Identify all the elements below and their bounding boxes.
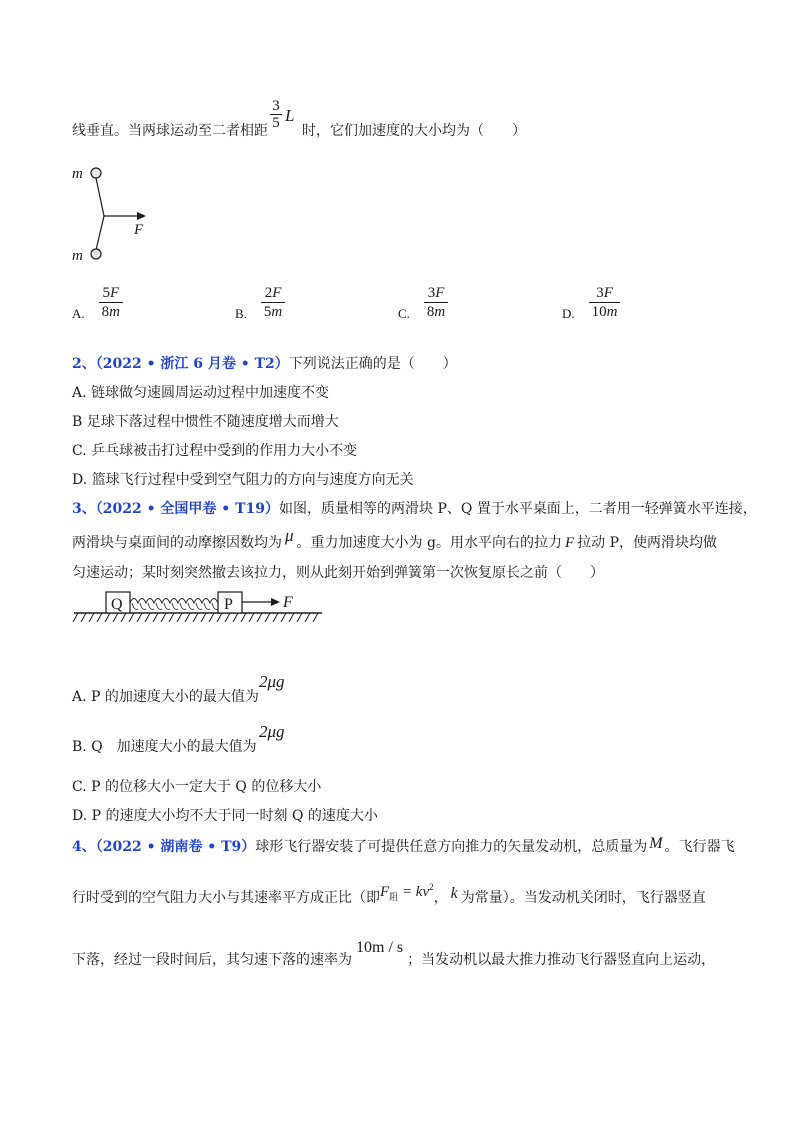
q1-force-label: F <box>134 222 144 238</box>
q4-formula-sub: 阻 <box>389 892 399 902</box>
q2-header <box>72 355 457 373</box>
q1-option-c-num-var: F <box>435 284 445 301</box>
q4-speed: 10m / s <box>356 939 404 956</box>
q3-stem-2c: 拉动 P，使两滑块均做 <box>577 535 718 551</box>
q3-source: （2022 • 全国甲卷 • T19） <box>95 501 280 517</box>
q1-option-a-den-var: m <box>109 303 120 320</box>
q1-mass-top-label: m <box>72 166 83 182</box>
q1-option-c[interactable] <box>398 282 450 322</box>
q1-option-d[interactable] <box>562 282 622 322</box>
q4-comma: ， <box>433 890 448 906</box>
q1-ball-bottom <box>91 249 101 259</box>
q3-force-label: F <box>283 594 293 611</box>
q1-distance-fraction <box>270 98 282 131</box>
q1-option-c-fraction <box>424 284 448 321</box>
q4-k-symbol: k <box>450 885 458 902</box>
q4-source: （2022 • 湖南卷 • T9） <box>95 839 256 855</box>
q4-number: 4、 <box>72 839 96 855</box>
q3-header <box>72 500 757 518</box>
q1-option-b-num-var: F <box>272 284 282 301</box>
q1-option-d-letter: D. <box>562 306 575 321</box>
q4-mass-symbol: M <box>649 835 663 852</box>
q1-option-a-num-var: F <box>109 284 120 301</box>
q4-formula-F: F <box>380 884 390 900</box>
q4-formula <box>380 884 434 900</box>
q1-option-d-fraction <box>589 284 621 321</box>
q3-number: 3、 <box>72 501 96 517</box>
q4-stem-2b: 为常量）。当发动机关闭时，飞行器竖直 <box>460 890 706 906</box>
q3-block-p-label: P <box>224 596 233 613</box>
q3-option-a[interactable] <box>72 688 259 706</box>
q1-option-a[interactable] <box>72 282 125 322</box>
q1-figure-lines <box>96 178 146 250</box>
q4-stem-1b: 。飞行器飞 <box>664 839 735 855</box>
q2-option-b[interactable]: B 足球下落过程中惯性不随速度增大而增大 <box>72 414 339 430</box>
q4-formula-sup: 2 <box>429 882 434 892</box>
q1-fraction-denominator: 5 <box>272 115 280 131</box>
q3-option-b[interactable] <box>72 738 257 756</box>
q3-force-arrow <box>271 598 280 606</box>
q4-stem-line3 <box>72 939 716 969</box>
q3-option-b-text: B. Q 加速度大小的最大值为 <box>72 739 257 755</box>
q3-spring <box>130 599 222 604</box>
q4-stem-1a: 球形飞行器安装了可提供任意方向推力的矢量发动机，总质量为 <box>255 839 648 855</box>
q1-option-d-num-coef: 3 <box>596 284 604 301</box>
q1-stem-line <box>72 122 268 140</box>
q2-stem: 下列说法正确的是（ ） <box>288 356 457 372</box>
q3-option-a-value: 2μg <box>259 672 285 691</box>
q1-option-c-num-coef: 3 <box>427 284 436 301</box>
q3-option-a-math <box>259 672 285 692</box>
q3-force-symbol: F <box>564 535 575 551</box>
q2-source: （2022 • 浙江 6 月卷 • T2） <box>95 356 289 372</box>
q1-stem-part-b: 时，它们加速度的大小均为（ ） <box>302 123 526 139</box>
q1-option-b[interactable] <box>235 282 287 322</box>
q4-stem-3a: 下落，经过一段时间后，其匀速下落的速率为 <box>72 952 352 968</box>
q2-option-a[interactable]: A. 链球做匀速圆周运动过程中加速度不变 <box>72 385 330 401</box>
q1-option-a-letter: A. <box>72 306 85 321</box>
q1-option-c-den-var: m <box>434 303 446 320</box>
q1-distance-var: L <box>285 106 295 125</box>
q1-stem-part-a: 线垂直。当两球运动至二者相距 <box>72 123 268 139</box>
q3-option-d[interactable]: D. P 的速度大小均不大于同一时刻 Q 的速度大小 <box>72 808 378 824</box>
q4-stem-3b: ；当发动机以最大推力推动飞行器竖直向上运动， <box>407 952 716 968</box>
q4-formula-rhs: = kv <box>398 884 430 900</box>
q1-mass-bottom-label: m <box>72 248 83 264</box>
q1-option-b-den-coef: 5 <box>263 303 272 320</box>
q3-stem-2b: 。重力加速度大小为 g。用水平向右的拉力 <box>296 535 562 551</box>
q1-ball-top <box>91 168 101 178</box>
q1-option-d-num-var: F <box>603 284 613 301</box>
q3-stem-line2 <box>72 526 718 552</box>
q4-stem-2a: 行时受到的空气阻力大小与其速率平方成正比（即 <box>72 890 380 906</box>
q1-figure <box>66 160 166 270</box>
q2-number: 2、 <box>72 356 96 372</box>
q4-stem-line2 <box>72 884 706 912</box>
q3-option-c[interactable]: C. P 的位移大小一定大于 Q 的位移大小 <box>72 779 322 795</box>
q3-stem-line3: 匀速运动；某时刻突然撤去该拉力，则从此刻开始到弹簧第一次恢复原长之前（ ） <box>72 565 604 581</box>
q1-option-b-letter: B. <box>235 306 247 321</box>
q3-figure <box>70 590 330 630</box>
q1-option-b-fraction <box>261 284 285 321</box>
q1-option-a-den-coef: 8 <box>101 303 110 320</box>
q1-option-c-letter: C. <box>398 306 410 321</box>
q1-options <box>72 282 732 326</box>
q3-mu: μ <box>285 526 294 545</box>
q3-stem-2a: 两滑块与桌面间的动摩擦因数均为 <box>72 535 282 551</box>
q1-option-b-num-coef: 2 <box>264 284 273 301</box>
q3-option-b-math <box>259 722 285 742</box>
q1-option-c-den-coef: 8 <box>426 303 435 320</box>
q1-fraction-numerator: 3 <box>272 98 280 114</box>
q3-option-b-value: 2μg <box>259 722 285 741</box>
q3-ground-hatching <box>73 613 318 622</box>
q1-option-d-den-var: m <box>606 303 618 320</box>
q2-option-c[interactable]: C. 乒乓球被击打过程中受到的作用力大小不变 <box>72 443 358 459</box>
q1-option-d-den-coef: 10 <box>591 303 607 320</box>
q1-option-a-num-coef: 5 <box>102 284 110 301</box>
q4-header <box>72 835 735 856</box>
q1-option-a-fraction <box>99 284 123 321</box>
q3-stem-line1: 如图，质量相等的两滑块 P、Q 置于水平桌面上，二者用一轻弹簧水平连接， <box>279 501 757 517</box>
q2-option-d[interactable]: D. 篮球飞行过程中受到空气阻力的方向与速度方向无关 <box>72 472 414 488</box>
q1-option-b-den-var: m <box>271 303 283 320</box>
q3-block-q-label: Q <box>111 596 123 613</box>
q3-option-a-text: A. P 的加速度大小的最大值为 <box>72 689 259 705</box>
